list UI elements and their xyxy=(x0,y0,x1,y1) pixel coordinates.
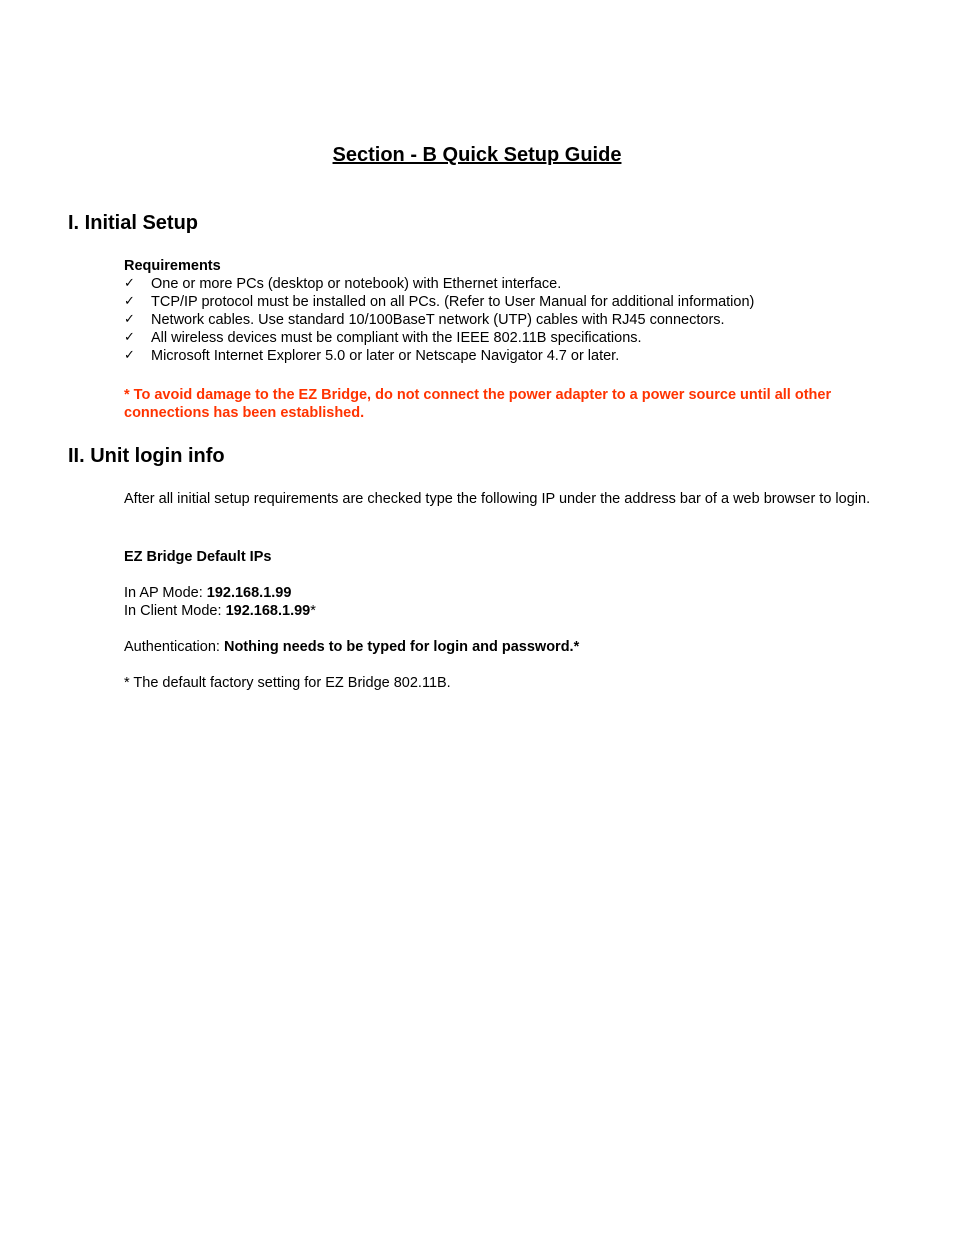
page-title: Section - B Quick Setup Guide xyxy=(332,144,622,166)
default-ips-title: EZ Bridge Default IPs xyxy=(124,549,272,565)
list-item xyxy=(124,293,754,311)
checkmark-icon: ✓ xyxy=(124,312,135,327)
requirement-text: One or more PCs (desktop or notebook) with Ethernet interface. xyxy=(151,276,562,292)
authentication-line xyxy=(124,638,579,656)
client-mode-line xyxy=(124,602,316,620)
requirement-text: All wireless devices must be compliant with the IEEE 802.11B specifications. xyxy=(151,330,642,346)
checkmark-icon: ✓ xyxy=(124,294,135,309)
requirements-list xyxy=(124,275,754,365)
footnote: * The default factory setting for EZ Bridge 802.11B. xyxy=(124,675,451,691)
section-heading-initial-setup: I. Initial Setup xyxy=(68,212,199,234)
power-warning: * To avoid damage to the EZ Bridge, do not connect the power adapter to a power source until all other connections has been established. xyxy=(124,387,832,421)
list-item xyxy=(124,329,754,347)
requirement-text: Microsoft Internet Explorer 5.0 or later or Netscape Navigator 4.7 or later. xyxy=(151,348,620,364)
requirement-text: Network cables. Use standard 10/100BaseT network (UTP) cables with RJ45 connectors. xyxy=(151,312,725,328)
login-intro: After all initial setup requirements are checked type the following IP under the address bar of a web browser to login. xyxy=(124,491,871,507)
section-heading-unit-login-info: II. Unit login info xyxy=(68,445,225,467)
requirements-block xyxy=(124,257,754,365)
checkmark-icon: ✓ xyxy=(124,330,135,345)
ap-mode-line xyxy=(124,584,291,602)
list-item xyxy=(124,275,754,293)
auth-value: Nothing needs to be typed for login and password.* xyxy=(223,639,580,655)
ap-mode-label: In AP Mode: xyxy=(124,585,207,601)
client-mode-label: In Client Mode: xyxy=(124,603,226,619)
list-item xyxy=(124,311,754,329)
client-mode-footnote-mark: * xyxy=(310,603,316,619)
ap-mode-ip: 192.168.1.99 xyxy=(206,585,292,601)
client-mode-ip: 192.168.1.99 xyxy=(225,603,311,619)
checkmark-icon: ✓ xyxy=(124,276,135,291)
requirements-title: Requirements xyxy=(124,258,221,274)
requirement-text: TCP/IP protocol must be installed on all PCs. (Refer to User Manual for additional information) xyxy=(151,294,755,310)
auth-label: Authentication: xyxy=(124,639,224,655)
checkmark-icon: ✓ xyxy=(124,348,135,363)
list-item xyxy=(124,347,754,365)
